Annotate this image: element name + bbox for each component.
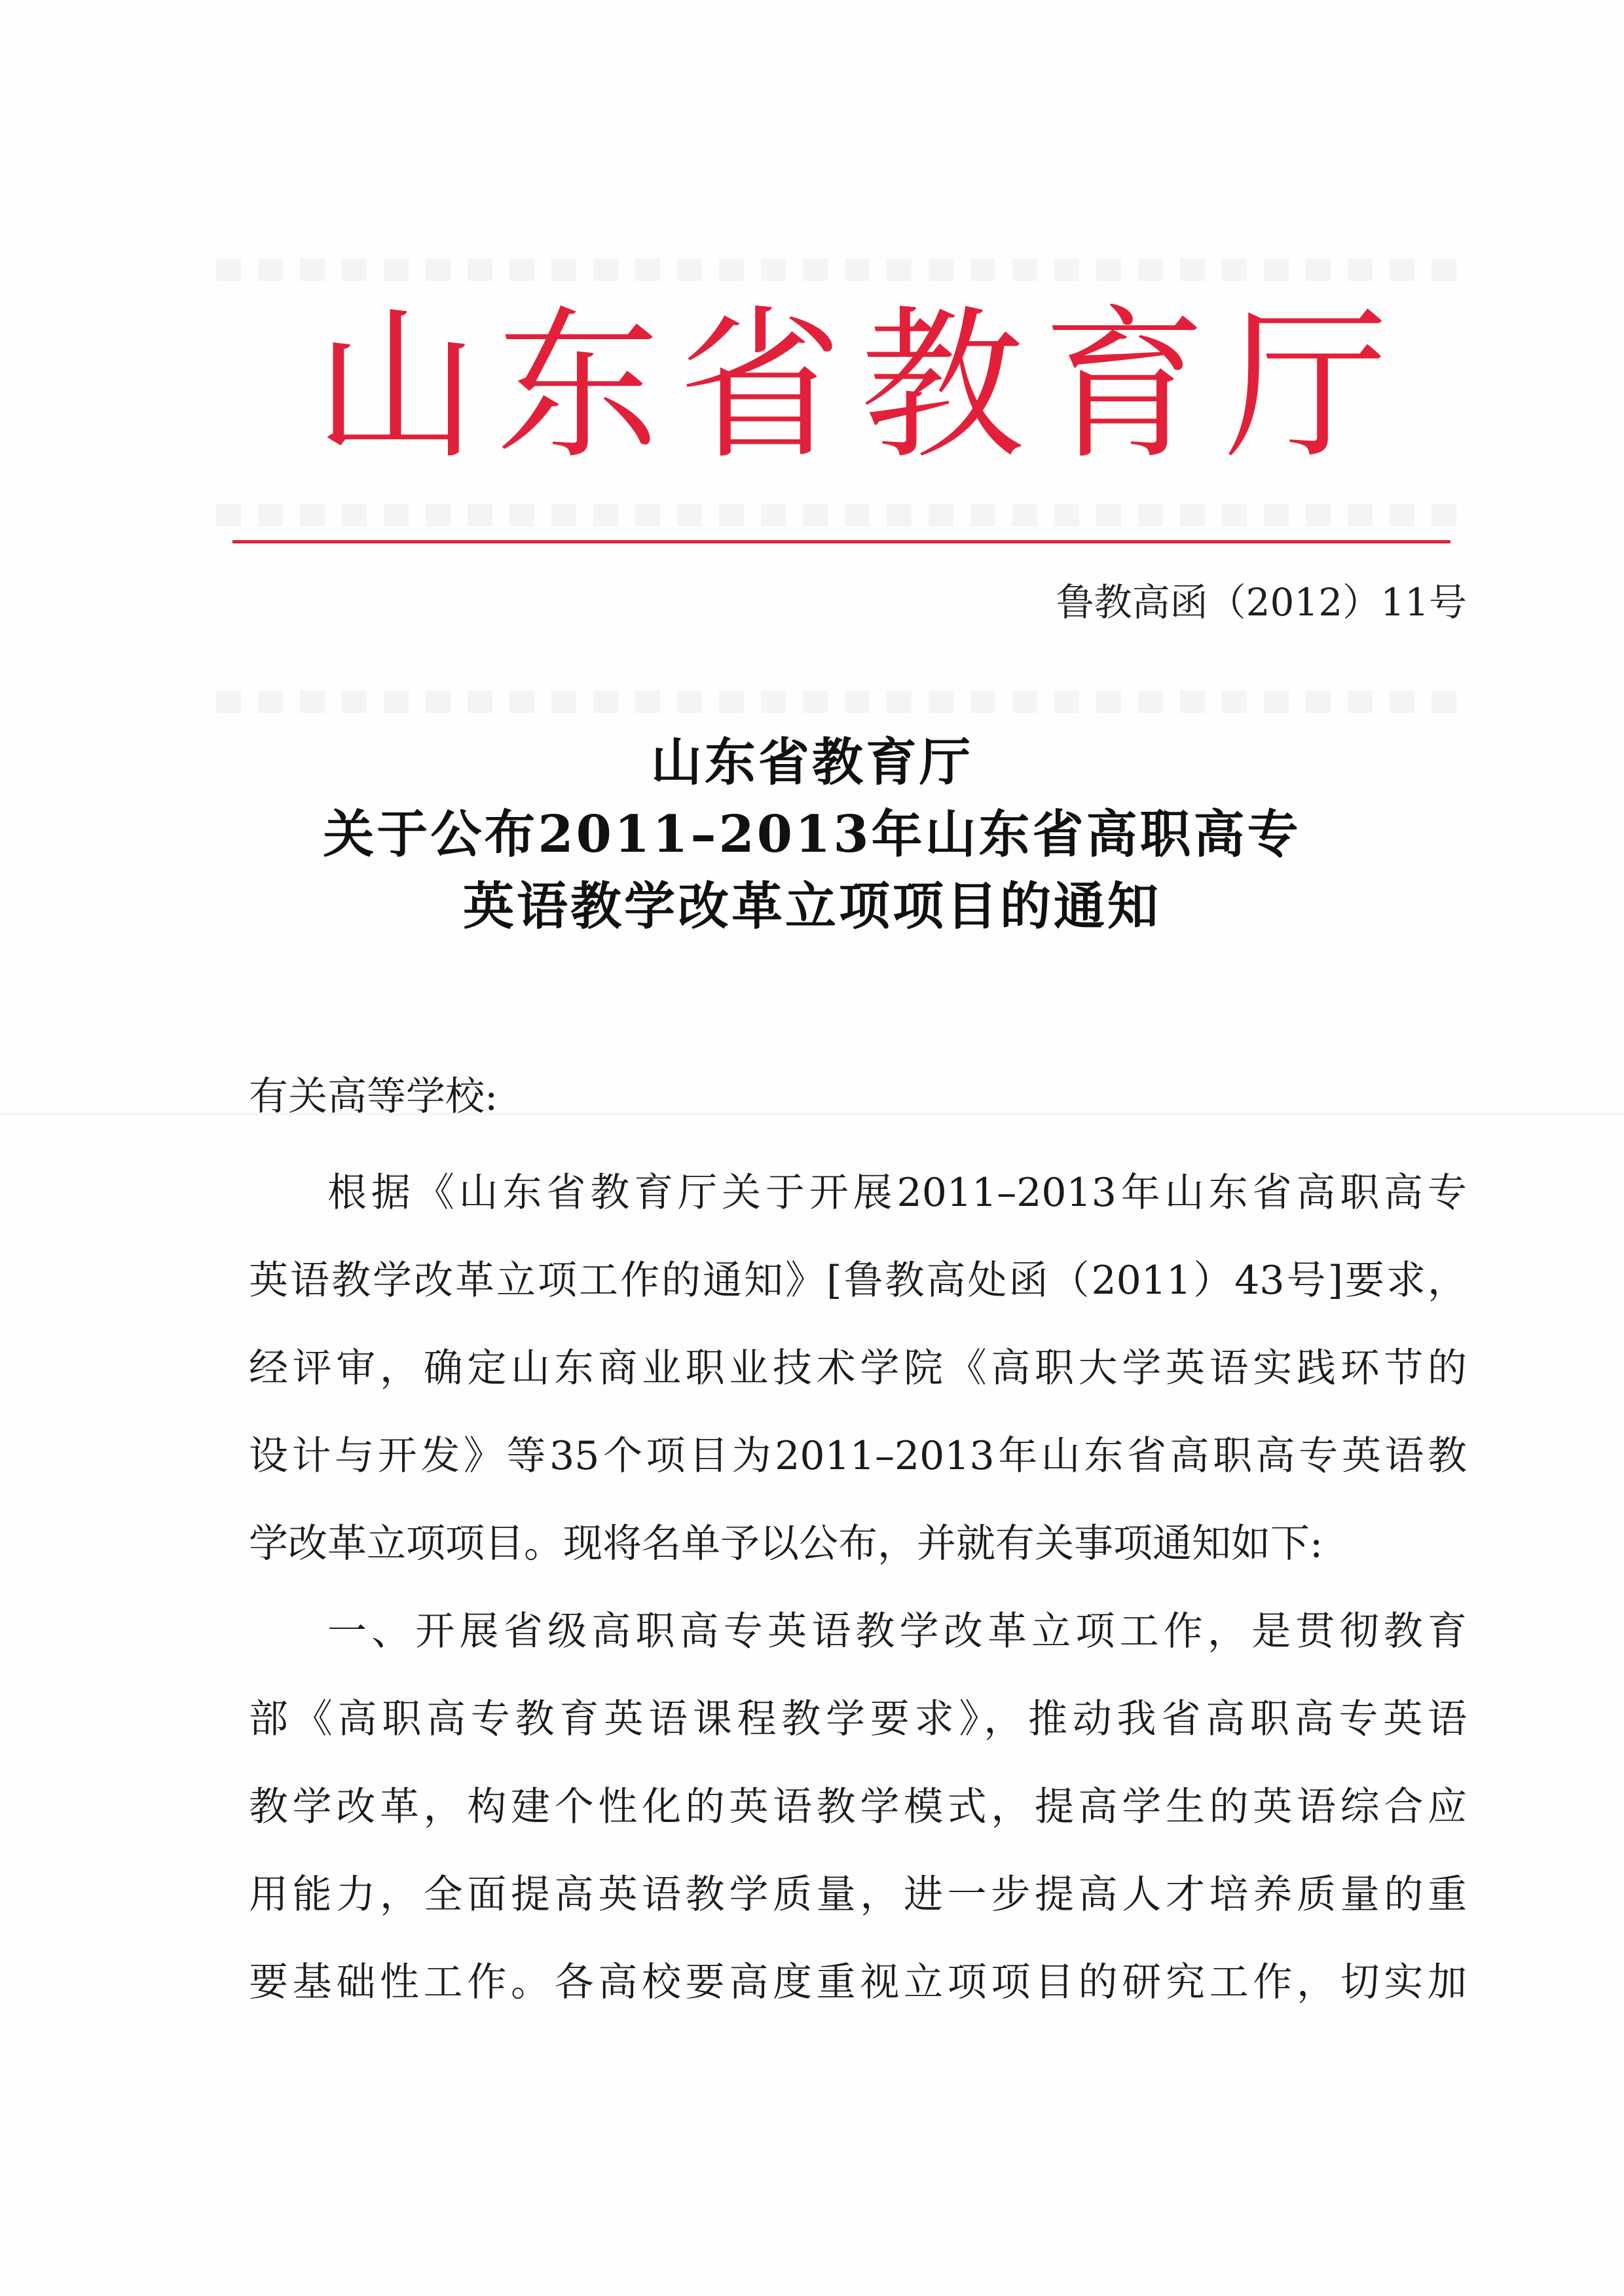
- body-line: 英语教学改革立项工作的通知》[鲁教高处函（2011）43号]要求，: [249, 1258, 1467, 1303]
- body-line: 根据《山东省教育厅关于开展2011–2013年山东省高职高专: [327, 1170, 1467, 1216]
- body-line: 教学改革，构建个性化的英语教学模式，提高学生的英语综合应: [249, 1784, 1467, 1830]
- document-number: 鲁教高函（2012）11号: [1056, 580, 1467, 625]
- bleed-through-text: [216, 691, 1460, 713]
- body-line: 设计与开发》等35个项目为2011–2013年山东省高职高专英语教: [249, 1433, 1467, 1479]
- body-line: 一、开展省级高职高专英语教学改革立项工作，是贯彻教育: [327, 1609, 1467, 1654]
- body-line: 用能力，全面提高英语教学质量，进一步提高人才培养质量的重: [249, 1872, 1467, 1918]
- title-line-3: 英语教学改革立项项目的通知: [462, 877, 1161, 936]
- letterhead-red-rule: [232, 540, 1450, 543]
- body-line: 学改革立项项目。现将名单予以公布，并就有关事项通知如下:: [249, 1521, 1323, 1567]
- title-line-1: 山东省教育厅: [650, 733, 973, 792]
- salutation: 有关高等学校:: [249, 1074, 498, 1120]
- notice-title: [196, 727, 1428, 943]
- body-text: [249, 1149, 1467, 2026]
- bleed-through-text: [216, 504, 1460, 526]
- bleed-through-text: [216, 259, 1460, 281]
- body-line: 经评审，确定山东商业职业技术学院《高职大学英语实践环节的: [249, 1345, 1467, 1391]
- body-line: 要基础性工作。各高校要高度重视立项项目的研究工作，切实加: [249, 1959, 1467, 2005]
- body-line: 部《高职高专教育英语课程教学要求》，推动我省高职高专英语: [249, 1696, 1467, 1742]
- letterhead-title: 山东省教育厅: [314, 291, 1407, 481]
- title-line-2: 关于公布2011–2013年山东省高职高专: [323, 805, 1301, 864]
